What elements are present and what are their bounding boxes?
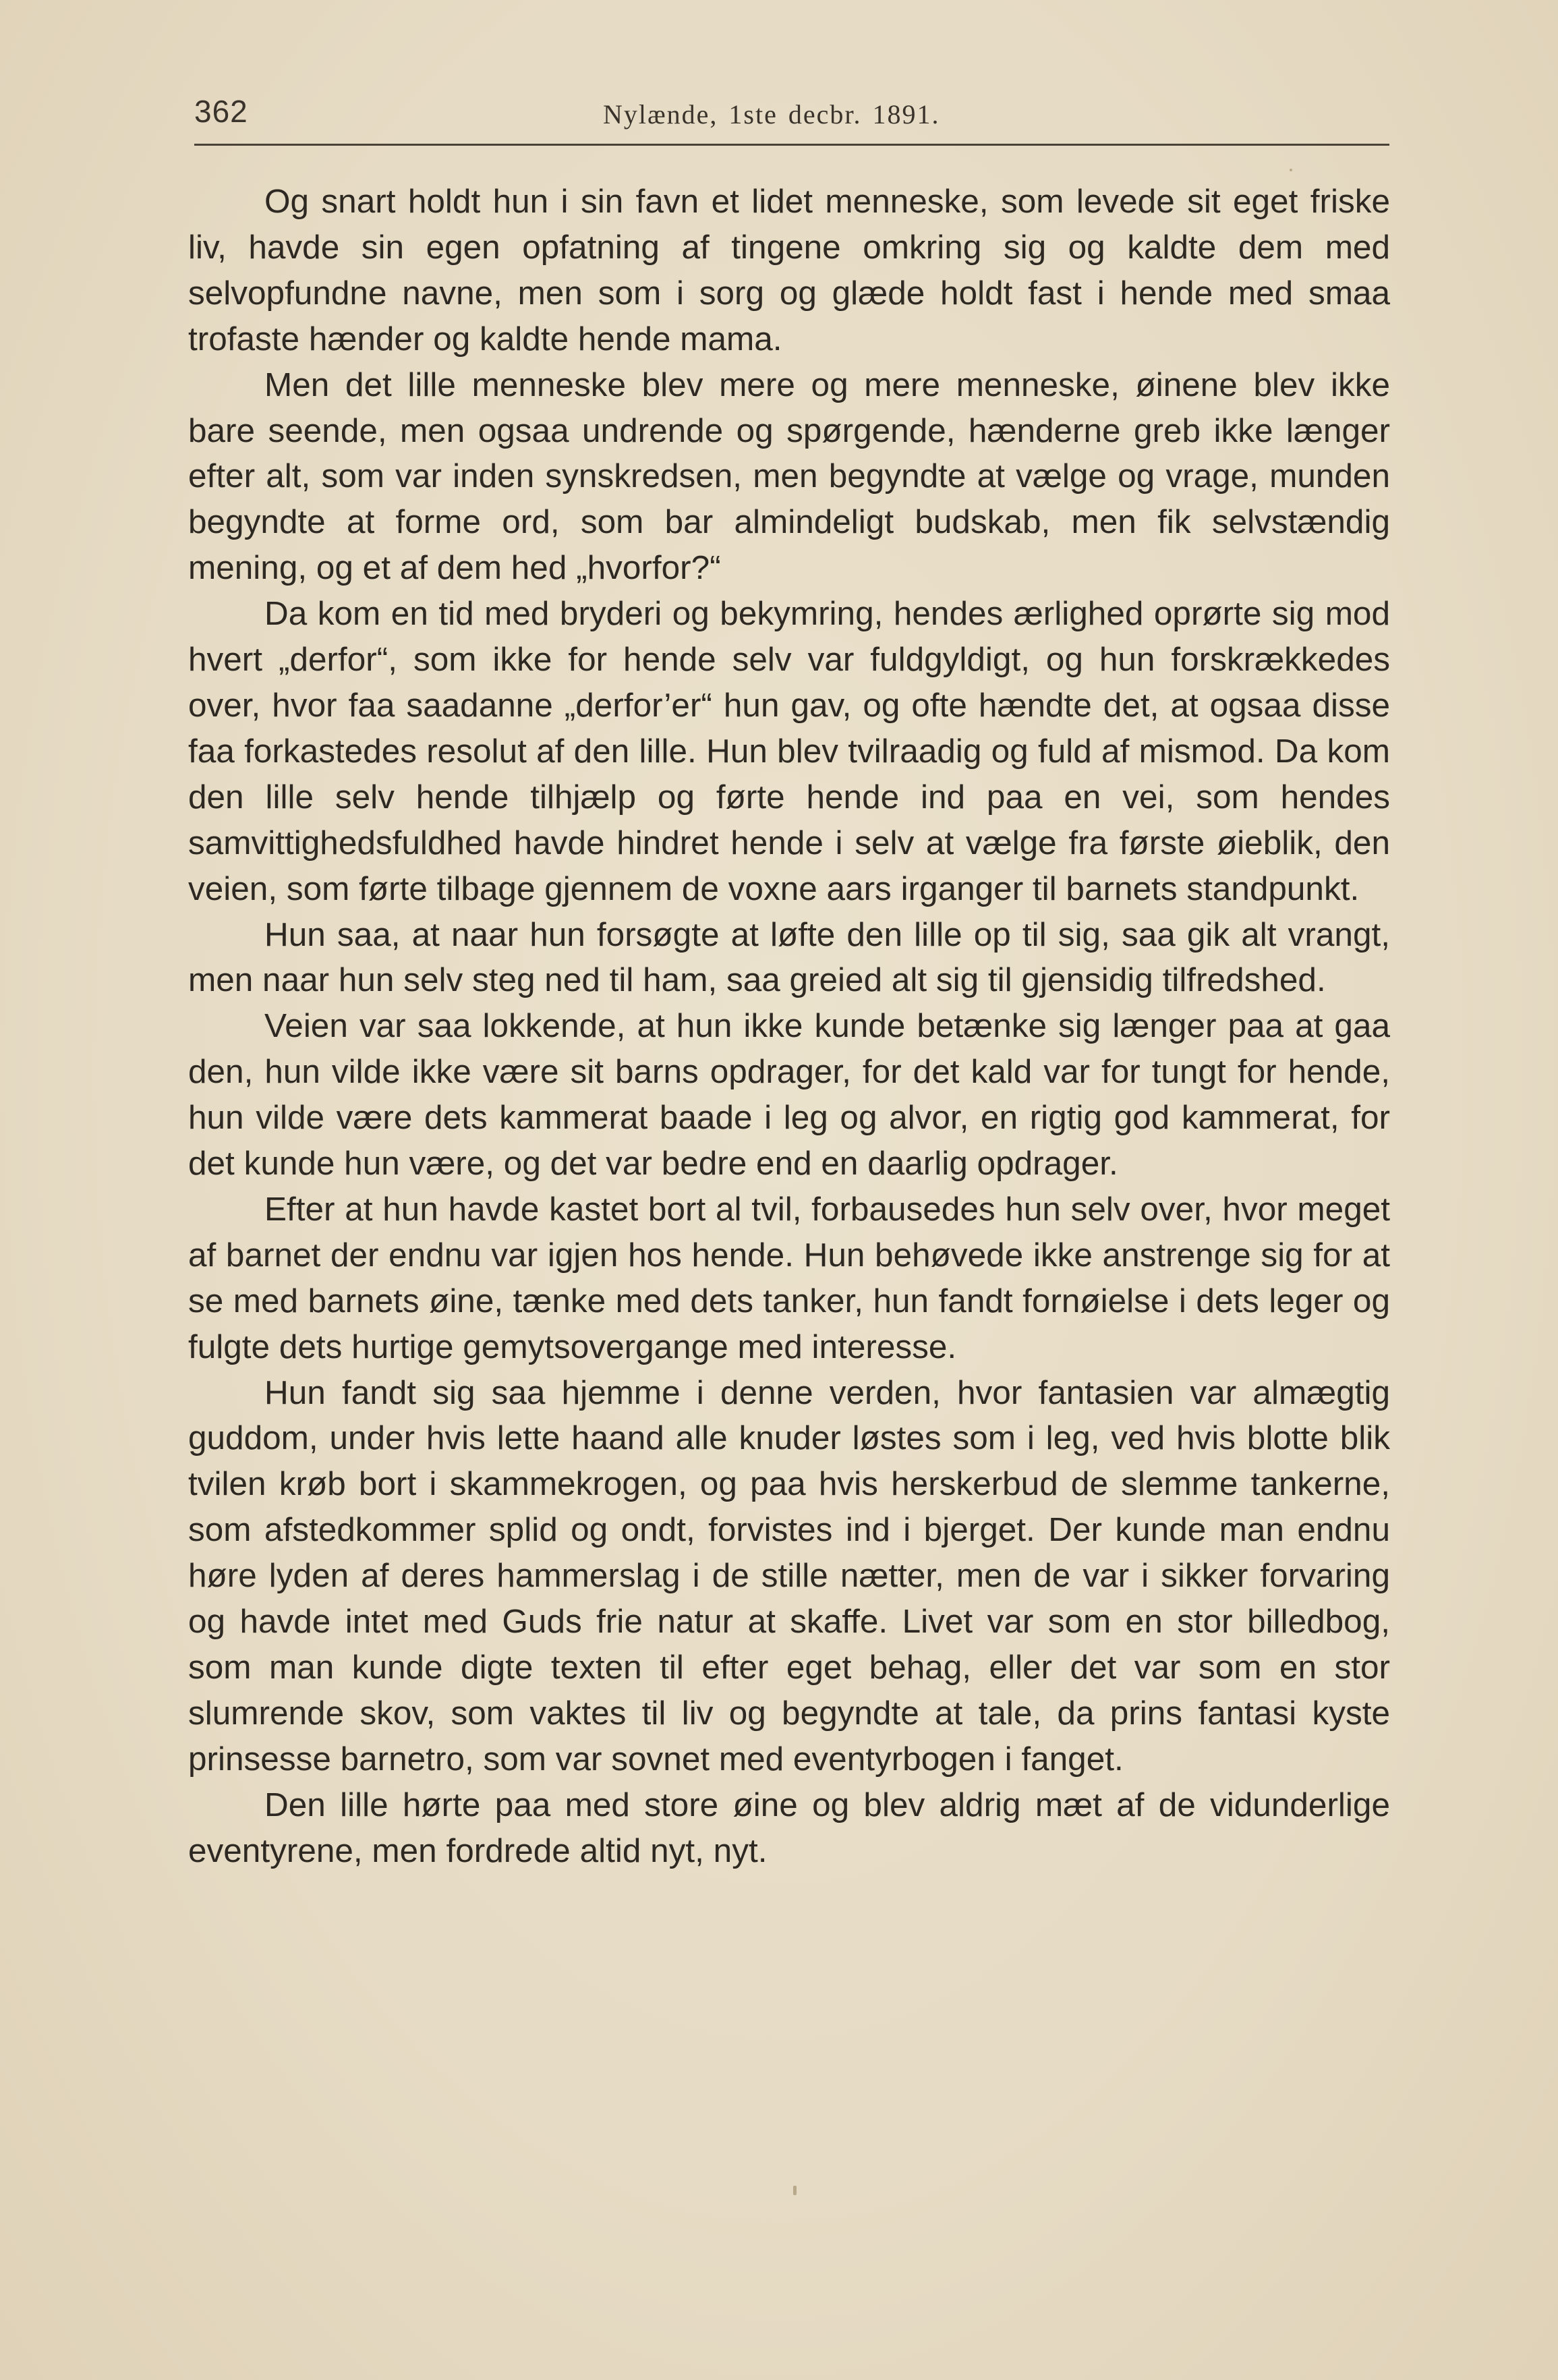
paragraph: Den lille hørte paa med store øine og blev aldrig mæt af de vidunderlige eventyrene, men fordrede altid nyt, nyt. [188,1786,1390,1869]
page-number: 362 [194,94,248,129]
header-rule [194,144,1389,146]
paragraph: Da kom en tid med bryderi og bekymring, hendes ærlighed oprørte sig mod hvert „derfor“, som ikke for hende selv var fuldgyldigt, og hun forskrækkedes over, hvor faa saadanne „derfor’er“ hun gav, og ofte hændte det, at ogsaa disse faa forkastedes resolut af den lille. Hun blev tvilraadig og fuld af mismod. Da kom den lille selv hende tilhjælp og førte hende ind paa en vei, som hendes samvittighedsfuldhed havde hindret hende i selv at vælge fra første øieblik, den veien, som førte tilbage gjennem de voxne aars irganger til barnets standpunkt. [188,595,1390,907]
paragraph: Efter at hun havde kastet bort al tvil, forbausedes hun selv over, hvor meget af barnet der endnu var igjen hos hende. Hun behøvede ikke anstrenge sig for at se med barnets øine, tænke med dets tanker, hun fandt fornøielse i dets leger og fulgte dets hurtige gemytsovergange med interesse. [188,1190,1390,1365]
paragraph: Og snart holdt hun i sin favn et lidet menneske, som levede sit eget friske liv, havde sin egen opfatning af tingene omkring sig og kaldte dem med selvopfundne navne, men som i sorg og glæde holdt fast i hende med smaa trofaste hænder og kaldte hende mama. [188,183,1390,358]
paper-speck [793,2186,797,2195]
paragraph: Men det lille menneske blev mere og mere menneske, øinene blev ikke bare seende, men ogsaa undrende og spørgende, hænderne greb ikke længer efter alt, som var inden synskredsen, men begyndte at vælge og vrage, munden begyndte at forme ord, som bar almindeligt budskab, men fik selvstændig mening, og et af dem hed „hvorfor?“ [188,366,1390,587]
paragraph: Hun saa, at naar hun forsøgte at løfte den lille op til sig, saa gik alt vrangt, men naar hun selv steg ned til ham, saa greied alt sig til gjensidig tilfredshed. [188,915,1390,999]
running-head: Nylænde, 1ste decbr. 1891. [603,99,940,130]
paragraph: Veien var saa lokkende, at hun ikke kunde betænke sig længer paa at gaa den, hun vilde ikke være sit barns opdrager, for det kald var for tungt for hende, hun vilde være dets kammerat baade i leg og alvor, en rigtig god kammerat, for det kunde hun være, og det var bedre end en daarlig opdrager. [188,1007,1390,1183]
page-header [194,93,1388,147]
paper-speck [1290,169,1292,171]
paragraph: Hun fandt sig saa hjemme i denne verden, hvor fantasien var almægtig guddom, under hvis lette haand alle knuder løstes som i leg, ved hvis blotte blik tvilen krøb bort i skammekrogen, og paa hvis herskerbud de slemme tankerne, som afstedkommer splid og ondt, forvistes ind i bjerget. Der kunde man endnu høre lyden af deres hammerslag i de stille nætter, men de var i sikker forvaring og havde intet med Guds frie natur at skaffe. Livet var som en stor billedbog, som man kunde digte texten til efter eget behag, eller det var som en stor slumrende skov, som vaktes til liv og begyndte at tale, da prins fantasi kyste prinsesse barnetro, som var sovnet med eventyrbogen i fanget. [188,1373,1390,1778]
article-body [188,179,1390,1874]
